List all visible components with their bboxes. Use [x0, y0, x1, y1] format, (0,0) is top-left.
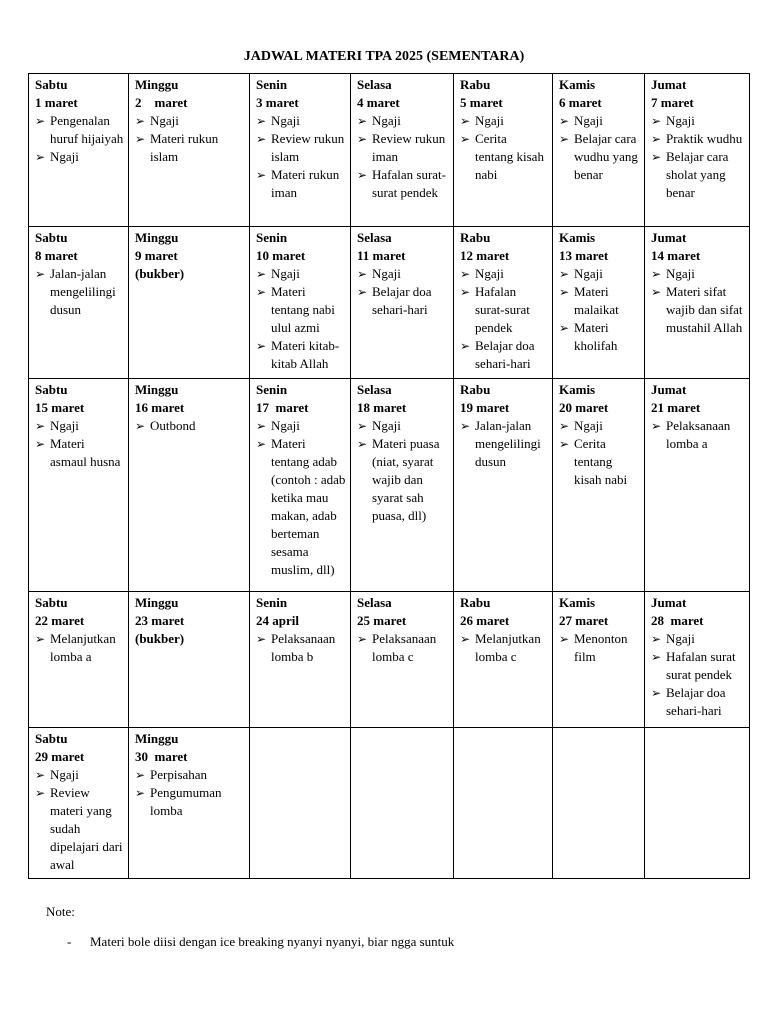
- activity-item: [135, 784, 245, 820]
- schedule-cell: [645, 379, 750, 592]
- schedule-cell: [645, 227, 750, 379]
- day-name: Selasa: [357, 382, 392, 397]
- activity-item: [35, 265, 124, 319]
- activity-list: [460, 265, 548, 373]
- schedule-row: [29, 592, 750, 728]
- activity-list: [357, 630, 449, 666]
- note-label: Note:: [46, 904, 75, 919]
- arrow-bullet-icon: ➢: [651, 132, 662, 146]
- schedule-cell: [129, 74, 250, 227]
- day-date: 24 april: [256, 613, 299, 628]
- activity-item: [559, 112, 640, 130]
- arrow-bullet-icon: ➢: [256, 267, 267, 281]
- day-name: Sabtu: [35, 77, 68, 92]
- arrow-bullet-icon: ➢: [357, 267, 368, 281]
- schedule-cell: [29, 227, 129, 379]
- activity-text: Belajar doa sehari-hari: [475, 338, 535, 371]
- schedule-cell: [553, 74, 645, 227]
- day-name: Minggu: [135, 230, 179, 245]
- day-name: Jumat: [651, 595, 687, 610]
- activity-text: Hafalan surat-surat pendek: [372, 167, 446, 200]
- day-date: 1 maret: [35, 95, 78, 110]
- arrow-bullet-icon: ➢: [651, 285, 662, 299]
- activity-text: Ngaji: [271, 418, 300, 433]
- arrow-bullet-icon: ➢: [651, 267, 662, 281]
- arrow-bullet-icon: ➢: [256, 632, 267, 646]
- arrow-bullet-icon: ➢: [135, 114, 146, 128]
- activity-list: [651, 112, 745, 202]
- activity-list: [651, 265, 745, 337]
- activity-text: Materi rukun iman: [271, 167, 340, 200]
- activity-text: Ngaji: [271, 113, 300, 128]
- day-name: Selasa: [357, 595, 392, 610]
- activity-list: [35, 766, 124, 874]
- day-note: (bukber): [135, 631, 185, 646]
- activity-text: Materi tentang nabi ulul azmi: [271, 284, 335, 335]
- activity-list: [256, 417, 346, 579]
- arrow-bullet-icon: ➢: [559, 437, 570, 451]
- arrow-bullet-icon: ➢: [35, 267, 46, 281]
- activity-item: [651, 112, 745, 130]
- arrow-bullet-icon: ➢: [559, 285, 570, 299]
- arrow-bullet-icon: ➢: [460, 132, 471, 146]
- day-date: 26 maret: [460, 613, 510, 628]
- schedule-cell: [250, 379, 351, 592]
- day-date: 15 maret: [35, 400, 85, 415]
- empty-cell: [454, 728, 553, 879]
- activity-list: [135, 766, 245, 820]
- schedule-row: [29, 379, 750, 592]
- day-name: Senin: [256, 382, 288, 397]
- arrow-bullet-icon: ➢: [651, 632, 662, 646]
- activity-item: [559, 630, 640, 666]
- activity-item: [256, 435, 346, 579]
- day-date: 23 maret: [135, 613, 185, 628]
- note-text: Materi bole diisi dengan ice breaking nyanyi nyanyi, biar ngga suntuk: [90, 934, 455, 949]
- day-name: Rabu: [460, 382, 491, 397]
- activity-list: [135, 417, 245, 435]
- arrow-bullet-icon: ➢: [135, 419, 146, 433]
- schedule-cell: [645, 74, 750, 227]
- empty-cell: [553, 728, 645, 879]
- day-date: 16 maret: [135, 400, 185, 415]
- activity-item: [357, 417, 449, 435]
- activity-text: Materi sifat wajib dan sifat mustahil Allah: [666, 284, 743, 335]
- schedule-table: [28, 73, 750, 879]
- schedule-cell: [553, 379, 645, 592]
- arrow-bullet-icon: ➢: [460, 285, 471, 299]
- arrow-bullet-icon: ➢: [651, 686, 662, 700]
- arrow-bullet-icon: ➢: [460, 419, 471, 433]
- activity-text: Materi malaikat: [574, 284, 619, 317]
- arrow-bullet-icon: ➢: [256, 419, 267, 433]
- arrow-bullet-icon: ➢: [357, 632, 368, 646]
- arrow-bullet-icon: ➢: [559, 321, 570, 335]
- note-dash: -: [67, 934, 72, 949]
- day-date: 8 maret: [35, 248, 78, 263]
- day-date: 2 maret: [135, 95, 188, 110]
- day-date: 28 maret: [651, 613, 704, 628]
- schedule-cell: [29, 728, 129, 879]
- schedule-cell: [29, 74, 129, 227]
- activity-text: Cerita tentang kisah nabi: [475, 131, 544, 182]
- arrow-bullet-icon: ➢: [651, 419, 662, 433]
- activity-text: Ngaji: [574, 418, 603, 433]
- activity-item: [135, 112, 245, 130]
- arrow-bullet-icon: ➢: [256, 437, 267, 451]
- activity-item: [357, 435, 449, 525]
- day-date: 12 maret: [460, 248, 510, 263]
- activity-item: [460, 337, 548, 373]
- day-date: 10 maret: [256, 248, 306, 263]
- activity-text: Jalan-jalan mengelilingi dusun: [475, 418, 541, 469]
- day-date: 19 maret: [460, 400, 510, 415]
- activity-text: Pengenalan huruf hijaiyah: [50, 113, 124, 146]
- arrow-bullet-icon: ➢: [651, 650, 662, 664]
- activity-item: [357, 166, 449, 202]
- activity-text: Materi kitab-kitab Allah: [271, 338, 340, 371]
- activity-item: [651, 417, 745, 453]
- day-name: Sabtu: [35, 595, 68, 610]
- activity-item: [460, 283, 548, 337]
- arrow-bullet-icon: ➢: [651, 114, 662, 128]
- activity-text: Belajar doa sehari-hari: [372, 284, 432, 317]
- day-date: 9 maret: [135, 248, 178, 263]
- arrow-bullet-icon: ➢: [460, 632, 471, 646]
- schedule-cell: [250, 592, 351, 728]
- activity-item: [35, 112, 124, 148]
- arrow-bullet-icon: ➢: [559, 267, 570, 281]
- schedule-cell: [351, 74, 454, 227]
- activity-text: Ngaji: [475, 113, 504, 128]
- activity-item: [256, 166, 346, 202]
- activity-list: [460, 112, 548, 184]
- arrow-bullet-icon: ➢: [256, 114, 267, 128]
- day-date: 27 maret: [559, 613, 609, 628]
- activity-text: Praktik wudhu: [666, 131, 743, 146]
- activity-item: [651, 265, 745, 283]
- activity-list: [135, 112, 245, 166]
- activity-list: [35, 112, 124, 166]
- empty-cell: [351, 728, 454, 879]
- activity-text: Belajar doa sehari-hari: [666, 685, 726, 718]
- arrow-bullet-icon: ➢: [135, 132, 146, 146]
- activity-text: Review materi yang sudah dipelajari dari awal: [50, 785, 123, 872]
- activity-list: [35, 265, 124, 319]
- day-date: 25 maret: [357, 613, 407, 628]
- activity-item: [651, 130, 745, 148]
- activity-text: Jalan-jalan mengelilingi dusun: [50, 266, 116, 317]
- day-name: Minggu: [135, 595, 179, 610]
- schedule-cell: [454, 379, 553, 592]
- arrow-bullet-icon: ➢: [460, 267, 471, 281]
- schedule-cell: [454, 74, 553, 227]
- activity-list: [559, 630, 640, 666]
- day-date: 18 maret: [357, 400, 407, 415]
- activity-text: Belajar cara wudhu yang benar: [574, 131, 638, 182]
- activity-list: [357, 265, 449, 319]
- schedule-cell: [29, 592, 129, 728]
- day-name: Rabu: [460, 595, 491, 610]
- day-date: 21 maret: [651, 400, 701, 415]
- schedule-cell: [29, 379, 129, 592]
- activity-text: Ngaji: [666, 113, 695, 128]
- activity-list: [357, 112, 449, 202]
- schedule-cell: [553, 592, 645, 728]
- activity-text: Materi kholifah: [574, 320, 618, 353]
- schedule-cell: [454, 227, 553, 379]
- activity-text: Ngaji: [666, 266, 695, 281]
- arrow-bullet-icon: ➢: [35, 150, 46, 164]
- activity-item: [135, 766, 245, 784]
- activity-item: [357, 630, 449, 666]
- activity-item: [357, 283, 449, 319]
- day-name: Kamis: [559, 77, 596, 92]
- activity-text: Review rukun iman: [372, 131, 446, 164]
- activity-item: [256, 283, 346, 337]
- day-name: Senin: [256, 230, 288, 245]
- day-name: Jumat: [651, 77, 687, 92]
- activity-item: [559, 130, 640, 184]
- arrow-bullet-icon: ➢: [135, 786, 146, 800]
- arrow-bullet-icon: ➢: [35, 114, 46, 128]
- note-item: [67, 934, 454, 950]
- activity-text: Pelaksanaan lomba b: [271, 631, 336, 664]
- activity-text: Perpisahan: [150, 767, 208, 782]
- activity-item: [35, 784, 124, 874]
- arrow-bullet-icon: ➢: [559, 132, 570, 146]
- arrow-bullet-icon: ➢: [35, 437, 46, 451]
- day-name: Rabu: [460, 230, 491, 245]
- activity-text: Materi tentang adab (contoh : adab ketika mau makan, adab berteman sesama muslim, dll): [271, 436, 346, 577]
- activity-item: [559, 319, 640, 355]
- day-date: 22 maret: [35, 613, 85, 628]
- arrow-bullet-icon: ➢: [256, 168, 267, 182]
- day-name: Sabtu: [35, 731, 68, 746]
- arrow-bullet-icon: ➢: [256, 339, 267, 353]
- arrow-bullet-icon: ➢: [135, 768, 146, 782]
- activity-text: Ngaji: [271, 266, 300, 281]
- activity-list: [256, 265, 346, 373]
- arrow-bullet-icon: ➢: [357, 285, 368, 299]
- empty-cell: [645, 728, 750, 879]
- activity-list: [256, 112, 346, 202]
- arrow-bullet-icon: ➢: [357, 419, 368, 433]
- activity-text: Ngaji: [372, 113, 401, 128]
- activity-text: Ngaji: [475, 266, 504, 281]
- activity-item: [357, 265, 449, 283]
- day-name: Minggu: [135, 77, 179, 92]
- day-name: Senin: [256, 595, 288, 610]
- schedule-row: [29, 728, 750, 879]
- activity-text: Ngaji: [372, 266, 401, 281]
- schedule-cell: [351, 227, 454, 379]
- activity-text: Materi asmaul husna: [50, 436, 121, 469]
- day-date: 11 maret: [357, 248, 406, 263]
- day-name: Kamis: [559, 382, 596, 397]
- activity-item: [256, 112, 346, 130]
- day-name: Jumat: [651, 382, 687, 397]
- activity-list: [651, 417, 745, 453]
- activity-item: [135, 417, 245, 435]
- activity-item: [651, 648, 745, 684]
- activity-item: [35, 148, 124, 166]
- day-name: Sabtu: [35, 382, 68, 397]
- arrow-bullet-icon: ➢: [35, 632, 46, 646]
- schedule-row: [29, 227, 750, 379]
- activity-text: Ngaji: [50, 767, 79, 782]
- activity-item: [460, 112, 548, 130]
- activity-text: Hafalan surat-surat pendek: [475, 284, 530, 335]
- arrow-bullet-icon: ➢: [559, 419, 570, 433]
- arrow-bullet-icon: ➢: [357, 437, 368, 451]
- activity-item: [135, 130, 245, 166]
- schedule-cell: [351, 379, 454, 592]
- activity-text: Menonton film: [574, 631, 628, 664]
- schedule-cell: [129, 592, 250, 728]
- day-date: 4 maret: [357, 95, 400, 110]
- activity-item: [559, 265, 640, 283]
- activity-text: Ngaji: [574, 113, 603, 128]
- schedule-cell: [129, 379, 250, 592]
- activity-item: [256, 417, 346, 435]
- schedule-cell: [351, 592, 454, 728]
- schedule-cell: [129, 728, 250, 879]
- activity-item: [35, 417, 124, 435]
- activity-text: Ngaji: [150, 113, 179, 128]
- activity-text: Hafalan surat surat pendek: [666, 649, 736, 682]
- activity-text: Ngaji: [50, 149, 79, 164]
- activity-text: Pengumuman lomba: [150, 785, 222, 818]
- activity-list: [35, 630, 124, 666]
- activity-text: Materi puasa (niat, syarat wajib dan syarat sah puasa, dll): [372, 436, 440, 523]
- arrow-bullet-icon: ➢: [460, 339, 471, 353]
- arrow-bullet-icon: ➢: [357, 168, 368, 182]
- day-name: Selasa: [357, 230, 392, 245]
- day-date: 7 maret: [651, 95, 694, 110]
- day-date: 29 maret: [35, 749, 85, 764]
- page-title: JADWAL MATERI TPA 2025 (SEMENTARA): [243, 49, 525, 64]
- activity-item: [651, 148, 745, 202]
- arrow-bullet-icon: ➢: [357, 132, 368, 146]
- schedule-cell: [129, 227, 250, 379]
- activity-item: [35, 630, 124, 666]
- activity-text: Ngaji: [372, 418, 401, 433]
- activity-item: [651, 684, 745, 720]
- arrow-bullet-icon: ➢: [357, 114, 368, 128]
- day-date: 17 maret: [256, 400, 309, 415]
- day-name: Rabu: [460, 77, 491, 92]
- arrow-bullet-icon: ➢: [460, 114, 471, 128]
- activity-list: [559, 265, 640, 355]
- activity-item: [651, 283, 745, 337]
- activity-item: [357, 130, 449, 166]
- day-date: 3 maret: [256, 95, 299, 110]
- schedule-cell: [454, 592, 553, 728]
- arrow-bullet-icon: ➢: [559, 632, 570, 646]
- activity-item: [256, 130, 346, 166]
- activity-text: Pelaksanaan lomba c: [372, 631, 437, 664]
- activity-item: [35, 435, 124, 471]
- day-date: 14 maret: [651, 248, 701, 263]
- day-date: 13 maret: [559, 248, 609, 263]
- activity-item: [651, 630, 745, 648]
- schedule-cell: [250, 74, 351, 227]
- activity-text: Melanjutkan lomba a: [50, 631, 116, 664]
- activity-list: [651, 630, 745, 720]
- activity-text: Pelaksanaan lomba a: [666, 418, 731, 451]
- activity-item: [460, 130, 548, 184]
- day-name: Sabtu: [35, 230, 68, 245]
- schedule-cell: [645, 592, 750, 728]
- arrow-bullet-icon: ➢: [651, 150, 662, 164]
- day-name: Kamis: [559, 595, 596, 610]
- day-date: 30 maret: [135, 749, 188, 764]
- activity-item: [256, 337, 346, 373]
- activity-list: [559, 112, 640, 184]
- activity-text: Ngaji: [574, 266, 603, 281]
- arrow-bullet-icon: ➢: [35, 786, 46, 800]
- arrow-bullet-icon: ➢: [35, 419, 46, 433]
- day-name: Selasa: [357, 77, 392, 92]
- activity-text: Belajar cara sholat yang benar: [666, 149, 729, 200]
- day-name: Minggu: [135, 731, 179, 746]
- activity-text: Outbond: [150, 418, 196, 433]
- empty-cell: [250, 728, 351, 879]
- activity-item: [559, 283, 640, 319]
- activity-item: [559, 435, 640, 489]
- activity-item: [357, 112, 449, 130]
- activity-list: [460, 417, 548, 471]
- activity-list: [357, 417, 449, 525]
- activity-list: [460, 630, 548, 666]
- day-name: Jumat: [651, 230, 687, 245]
- arrow-bullet-icon: ➢: [35, 768, 46, 782]
- schedule-row: [29, 74, 750, 227]
- day-date: 5 maret: [460, 95, 503, 110]
- arrow-bullet-icon: ➢: [256, 132, 267, 146]
- day-name: Senin: [256, 77, 288, 92]
- activity-item: [35, 766, 124, 784]
- schedule-cell: [553, 227, 645, 379]
- day-name: Minggu: [135, 382, 179, 397]
- activity-item: [559, 417, 640, 435]
- activity-list: [35, 417, 124, 471]
- schedule-cell: [250, 227, 351, 379]
- arrow-bullet-icon: ➢: [559, 114, 570, 128]
- activity-text: Review rukun islam: [271, 131, 345, 164]
- activity-item: [460, 417, 548, 471]
- day-date: 6 maret: [559, 95, 602, 110]
- activity-item: [256, 265, 346, 283]
- day-name: Kamis: [559, 230, 596, 245]
- activity-item: [460, 265, 548, 283]
- activity-item: [460, 630, 548, 666]
- activity-text: Materi rukun islam: [150, 131, 219, 164]
- activity-item: [256, 630, 346, 666]
- day-note: (bukber): [135, 266, 185, 281]
- arrow-bullet-icon: ➢: [256, 285, 267, 299]
- activity-list: [559, 417, 640, 489]
- activity-text: Ngaji: [666, 631, 695, 646]
- activity-text: Ngaji: [50, 418, 79, 433]
- day-date: 20 maret: [559, 400, 609, 415]
- activity-list: [256, 630, 346, 666]
- activity-text: Melanjutkan lomba c: [475, 631, 541, 664]
- activity-text: Cerita tentang kisah nabi: [574, 436, 628, 487]
